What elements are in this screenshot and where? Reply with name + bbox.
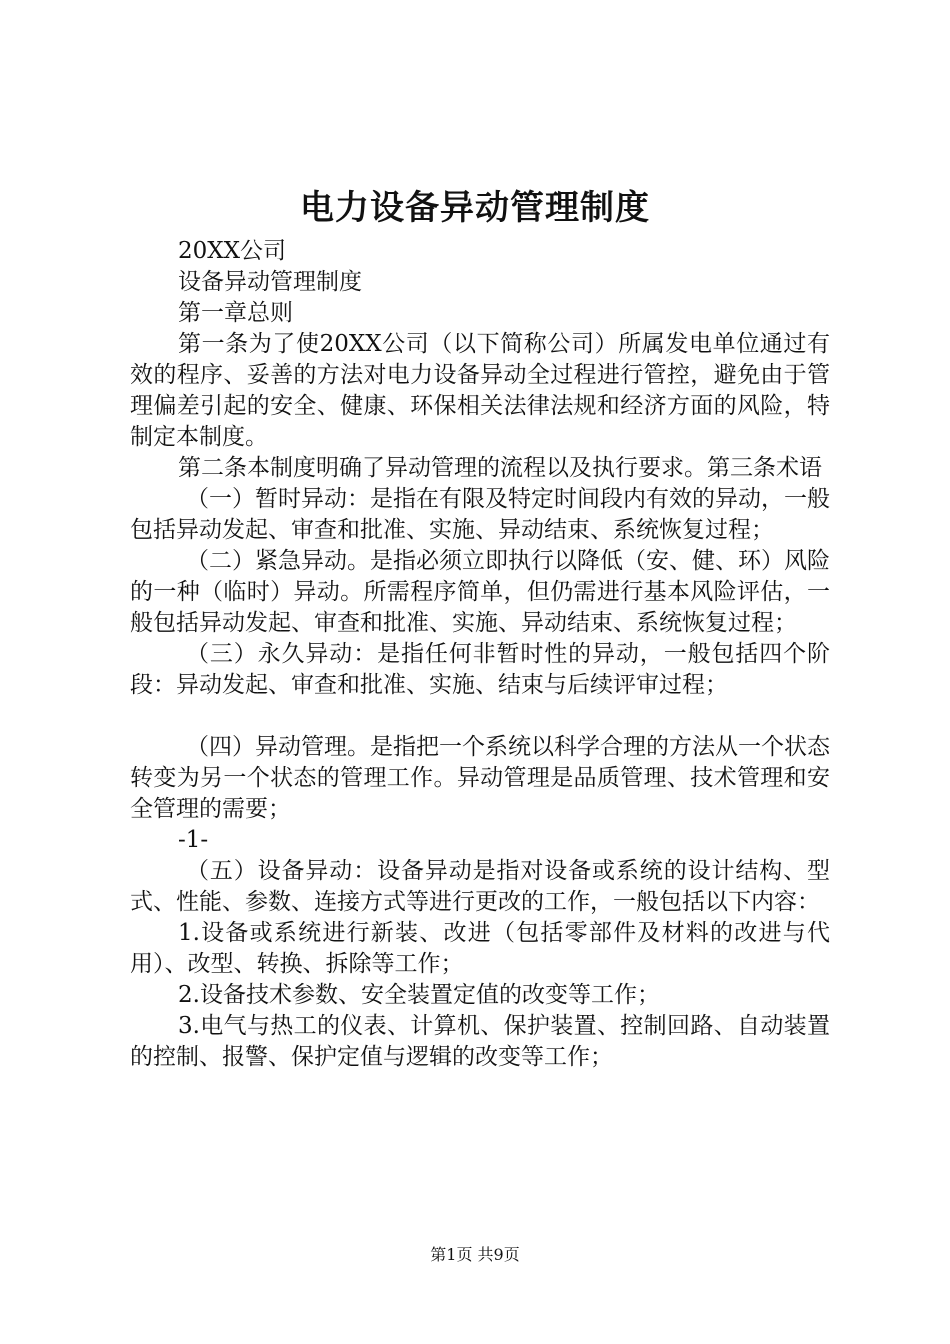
term-permanent-change: （三）永久异动：是指任何非暂时性的异动，一般包括四个阶段：异动发起、审查和批准、实施、结束与后续评审过程；	[130, 641, 830, 698]
list-item-3: 3.电气与热工的仪表、计算机、保护装置、控制回路、自动装置的控制、报警、保护定值与逻辑的改变等工作；	[130, 1013, 830, 1070]
paragraph-company: 20XX公司	[178, 238, 287, 264]
term-change-management: （四）异动管理。是指把一个系统以科学合理的方法从一个状态转变为另一个状态的管理工作。异动管理是品质管理、技术管理和安全管理的需要；	[130, 734, 830, 822]
page-footer: 第1页 共9页	[430, 1245, 520, 1264]
term-emergency-change: （二）紧急异动。是指必须立即执行以降低（安、健、环）风险的一种（临时）异动。所需程序简单，但仍需进行基本风险评估，一般包括异动发起、审查和批准、实施、异动结束、系统恢复过程；	[130, 548, 830, 636]
blank-line	[130, 701, 830, 732]
document-body	[130, 236, 830, 1073]
article-1: 第一条为了使20XX公司（以下简称公司）所属发电单位通过有效的程序、妥善的方法对电力设备异动全过程进行管控，避免由于管理偏差引起的安全、健康、环保相关法律法规和经济方面的风险，特制定本制度。	[130, 331, 830, 450]
list-item-2: 2.设备技术参数、安全装置定值的改变等工作；	[178, 982, 660, 1008]
term-temporary-change: （一）暂时异动：是指在有限及特定时间段内有效的异动，一般包括异动发起、审查和批准、实施、异动结束、系统恢复过程；	[130, 486, 830, 543]
paragraph-subtitle: 设备异动管理制度	[178, 269, 362, 295]
list-item-1: 1.设备或系统进行新装、改进（包括零部件及材料的改进与代用）、改型、转换、拆除等工作；	[130, 920, 830, 977]
term-equipment-change: （五）设备异动：设备异动是指对设备或系统的设计结构、型式、性能、参数、连接方式等进行更改的工作，一般包括以下内容：	[130, 858, 830, 915]
chapter-heading: 第一章总则	[178, 300, 293, 326]
page-marker: -1-	[178, 827, 209, 853]
article-2: 第二条本制度明确了异动管理的流程以及执行要求。第三条术语	[178, 455, 822, 481]
document-title: 电力设备异动管理制度	[300, 188, 650, 228]
